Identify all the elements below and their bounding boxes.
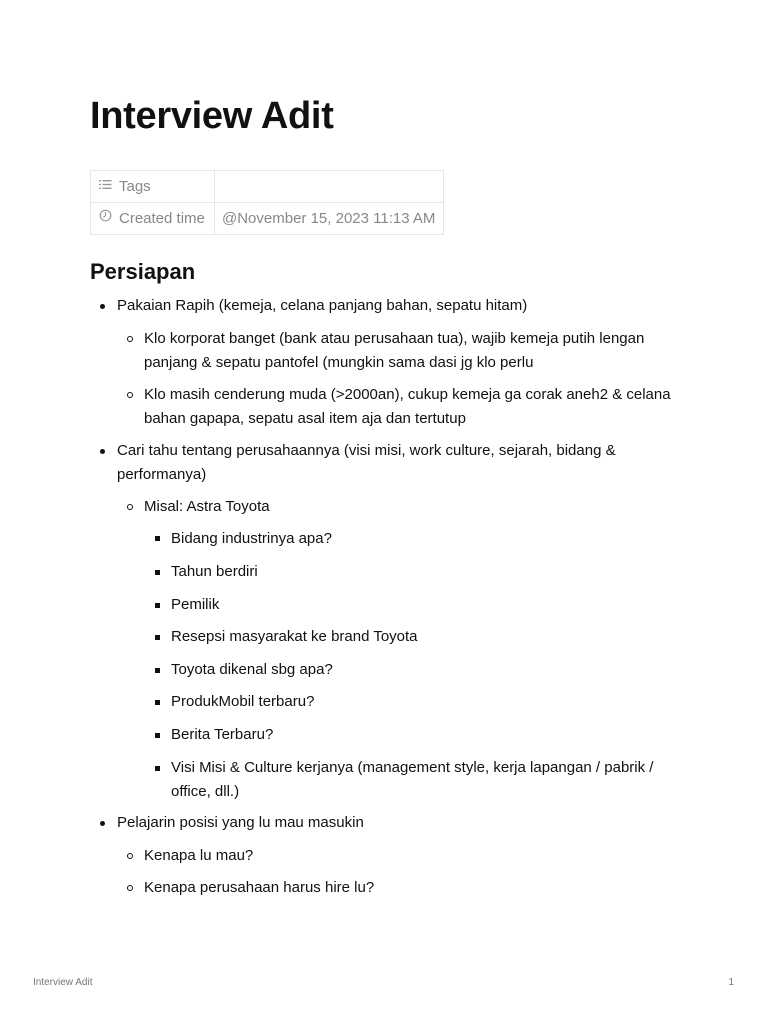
bullet-square [155, 668, 160, 673]
bullet-circle [127, 336, 133, 342]
clock-icon [99, 209, 113, 226]
bullet-square [155, 700, 160, 705]
list-item: Berita Terbaru? [171, 726, 274, 743]
list-item: Kenapa lu mau? [144, 847, 254, 864]
bullet-circle [127, 853, 133, 859]
bullet-circle [127, 504, 133, 510]
section-heading: Persiapan [90, 259, 196, 284]
list-icon [99, 177, 113, 194]
list-item: Klo korporat banget (bank atau perusahaan tua), wajib kemeja putih lengan panjang & sepatu pantofel (mungkin sama dasi jg klo perlu [144, 330, 645, 371]
bullet-square [155, 536, 160, 541]
footer-page-number: 1 [728, 977, 734, 988]
property-label: Tags [119, 177, 151, 195]
bullet-disc [100, 449, 105, 454]
list-item: Pakaian Rapih (kemeja, celana panjang bahan, sepatu hitam) [117, 297, 528, 314]
list-item: Tahun berdiri [171, 563, 258, 580]
list-item: Kenapa perusahaan harus hire lu? [144, 879, 375, 896]
property-row-created [91, 203, 444, 235]
bullet-square [155, 635, 160, 640]
list-item: Pelajarin posisi yang lu mau masukin [117, 814, 364, 831]
bullet-square [155, 603, 160, 608]
list-item: Misal: Astra Toyota [144, 498, 270, 515]
bullet-square [155, 570, 160, 575]
created-time-value: @November 15, 2023 11:13 AM [215, 203, 444, 235]
property-label: Created time [119, 209, 205, 227]
bullet-square [155, 766, 160, 771]
property-row-tags [91, 171, 444, 203]
list-item: ProdukMobil terbaru? [171, 693, 315, 710]
list-item: Pemilik [171, 596, 220, 613]
list-item: Klo masih cenderung muda (>2000an), cukup kemeja ga corak aneh2 & celana bahan gapapa, sepatu asal item aja dan tertutup [144, 386, 671, 427]
property-key [91, 171, 215, 203]
bullet-disc [100, 821, 105, 826]
properties-table [90, 170, 444, 235]
bullet-circle [127, 885, 133, 891]
page-title: Interview Adit [90, 95, 334, 137]
bullet-circle [127, 392, 133, 398]
bullet-disc [100, 304, 105, 309]
property-key [91, 203, 215, 235]
list-item: Visi Misi & Culture kerjanya (management style, kerja lapangan / pabrik / office, dll.) [171, 759, 654, 800]
list-item: Bidang industrinya apa? [171, 530, 332, 547]
tags-value[interactable] [215, 171, 444, 203]
list-item: Resepsi masyarakat ke brand Toyota [171, 628, 418, 645]
footer-title: Interview Adit [33, 977, 93, 988]
list-item: Toyota dikenal sbg apa? [171, 661, 333, 678]
list-item: Cari tahu tentang perusahaannya (visi misi, work culture, sejarah, bidang & performanya) [117, 442, 616, 483]
bullet-square [155, 733, 160, 738]
